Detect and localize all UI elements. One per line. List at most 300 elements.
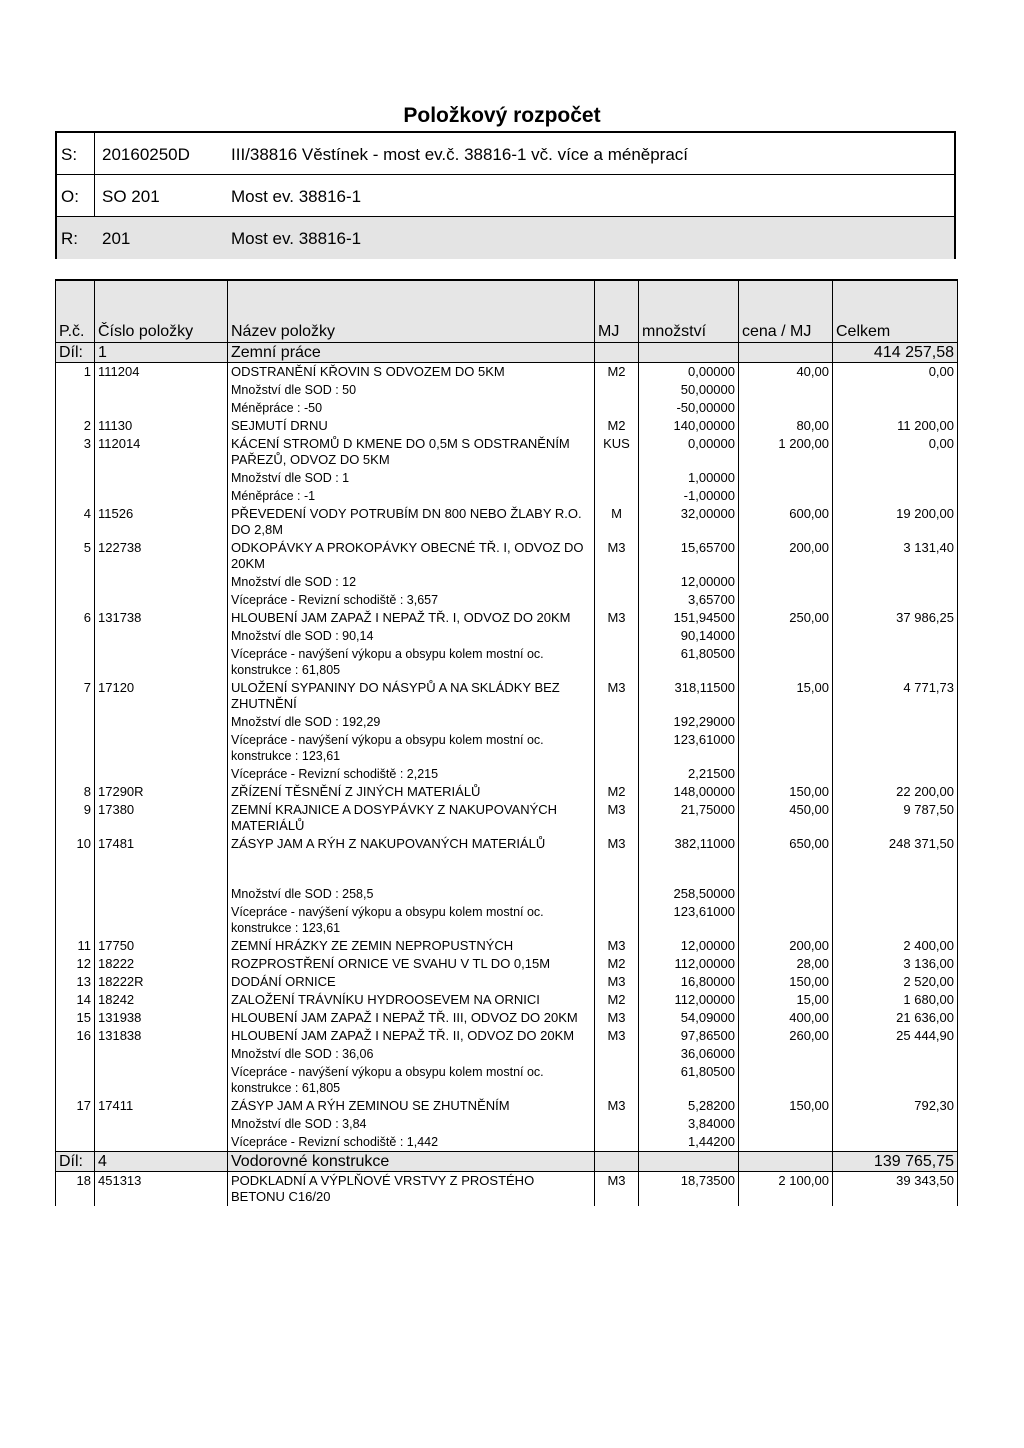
item-unit-price (739, 469, 833, 487)
item-unit: M2 (595, 955, 639, 973)
table-row (56, 679, 958, 713)
item-number: 14 (56, 991, 95, 1009)
section-label: Díl: (56, 343, 95, 363)
section-number: 1 (95, 343, 228, 363)
item-code: 17120 (95, 679, 228, 713)
item-total (833, 765, 958, 783)
item-total (833, 731, 958, 765)
item-unit-price (739, 381, 833, 399)
item-number: 4 (56, 505, 95, 539)
item-number (56, 645, 95, 679)
item-total (833, 903, 958, 937)
item-total (833, 1115, 958, 1133)
item-code (95, 591, 228, 609)
item-quantity: 382,11000 (639, 835, 739, 885)
item-name: ZALOŽENÍ TRÁVNÍKU HYDROOSEVEM NA ORNICI (228, 991, 595, 1009)
item-total: 1 680,00 (833, 991, 958, 1009)
item-number: 8 (56, 783, 95, 801)
item-unit: M (595, 505, 639, 539)
item-unit (595, 1133, 639, 1152)
table-row (56, 955, 958, 973)
item-total: 21 636,00 (833, 1009, 958, 1027)
item-quantity: -1,00000 (639, 487, 739, 505)
item-number: 3 (56, 435, 95, 469)
table-row (56, 1097, 958, 1115)
item-code: 11130 (95, 417, 228, 435)
items-table (55, 279, 958, 1206)
item-code: 112014 (95, 435, 228, 469)
item-unit-price (739, 591, 833, 609)
item-unit-price: 600,00 (739, 505, 833, 539)
item-quantity: 18,73500 (639, 1172, 739, 1207)
item-unit: M3 (595, 1009, 639, 1027)
item-quantity: 112,00000 (639, 955, 739, 973)
col-nazev-header: Název položky (228, 280, 595, 343)
item-unit-price: 650,00 (739, 835, 833, 885)
item-code (95, 1115, 228, 1133)
item-quantity: 54,09000 (639, 1009, 739, 1027)
quantity-note: Vícepráce - Revizní schodiště : 3,657 (228, 591, 595, 609)
item-number: 15 (56, 1009, 95, 1027)
item-unit-price: 15,00 (739, 679, 833, 713)
item-number (56, 469, 95, 487)
item-unit: M3 (595, 539, 639, 573)
page-title: Položkový rozpočet (403, 104, 601, 127)
item-code: 131738 (95, 609, 228, 627)
item-unit-price (739, 1063, 833, 1097)
item-number (56, 885, 95, 903)
table-row (56, 435, 958, 469)
col-celkem-header: Celkem (833, 280, 958, 343)
item-number: 9 (56, 801, 95, 835)
item-quantity: 123,61000 (639, 731, 739, 765)
item-total: 22 200,00 (833, 783, 958, 801)
quantity-detail-row (56, 381, 958, 399)
item-unit (595, 645, 639, 679)
item-total (833, 713, 958, 731)
quantity-note: Množství dle SOD : 192,29 (228, 713, 595, 731)
header-row-o (57, 175, 954, 217)
item-code (95, 1045, 228, 1063)
item-quantity: 3,65700 (639, 591, 739, 609)
item-unit-price (739, 765, 833, 783)
item-number (56, 1115, 95, 1133)
table-row (56, 801, 958, 835)
table-row (56, 991, 958, 1009)
item-quantity: 318,11500 (639, 679, 739, 713)
item-number: 11 (56, 937, 95, 955)
item-quantity: 151,94500 (639, 609, 739, 627)
section-number: 4 (95, 1152, 228, 1172)
item-quantity: 1,44200 (639, 1133, 739, 1152)
item-unit-price: 150,00 (739, 973, 833, 991)
table-row (56, 505, 958, 539)
quantity-detail-row (56, 399, 958, 417)
item-unit: M3 (595, 679, 639, 713)
table-row (56, 609, 958, 627)
table-body (56, 343, 958, 1207)
item-total: 4 771,73 (833, 679, 958, 713)
item-code: 17290R (95, 783, 228, 801)
item-total: 0,00 (833, 363, 958, 382)
item-code (95, 469, 228, 487)
item-name: ZÁSYP JAM A RÝH Z NAKUPOVANÝCH MATERIÁLŮ (228, 835, 595, 885)
item-quantity: 21,75000 (639, 801, 739, 835)
quantity-detail-row (56, 1133, 958, 1152)
item-number (56, 627, 95, 645)
item-quantity: 123,61000 (639, 903, 739, 937)
item-unit-price (739, 645, 833, 679)
item-total (833, 1045, 958, 1063)
item-name: ROZPROSTŘENÍ ORNICE VE SVAHU V TL DO 0,15M (228, 955, 595, 973)
section-row (56, 1152, 958, 1172)
item-name: SEJMUTÍ DRNU (228, 417, 595, 435)
item-quantity: 2,21500 (639, 765, 739, 783)
item-code: 18242 (95, 991, 228, 1009)
item-number: 7 (56, 679, 95, 713)
item-total (833, 1063, 958, 1097)
item-unit-price: 250,00 (739, 609, 833, 627)
item-unit (595, 903, 639, 937)
item-unit: M3 (595, 1027, 639, 1045)
section-name: Vodorovné konstrukce (228, 1152, 595, 1172)
header-code: 201 (102, 229, 131, 248)
quantity-detail-row (56, 627, 958, 645)
item-unit-price (739, 1133, 833, 1152)
section-row (56, 343, 958, 363)
item-code (95, 381, 228, 399)
item-quantity: 61,80500 (639, 1063, 739, 1097)
item-unit (595, 381, 639, 399)
item-unit: M3 (595, 801, 639, 835)
item-total: 11 200,00 (833, 417, 958, 435)
section-label: Díl: (56, 1152, 95, 1172)
quantity-detail-row (56, 469, 958, 487)
item-number (56, 381, 95, 399)
item-total: 3 136,00 (833, 955, 958, 973)
quantity-detail-row (56, 885, 958, 903)
item-unit-price (739, 731, 833, 765)
header-name: III/38816 Věstínek - most ev.č. 38816-1 vč. více a méněprací (231, 145, 689, 164)
quantity-detail-row (56, 1115, 958, 1133)
item-number (56, 399, 95, 417)
item-unit (595, 1045, 639, 1063)
item-name: HLOUBENÍ JAM ZAPAŽ I NEPAŽ TŘ. I, ODVOZ DO 20KM (228, 609, 595, 627)
table-row (56, 363, 958, 382)
header-code: SO 201 (102, 187, 160, 206)
quantity-detail-row (56, 903, 958, 937)
item-quantity: -50,00000 (639, 399, 739, 417)
section-total: 414 257,58 (833, 343, 958, 363)
item-total: 2 400,00 (833, 937, 958, 955)
item-name: DODÁNÍ ORNICE (228, 973, 595, 991)
header-name: Most ev. 38816-1 (231, 229, 362, 248)
item-number (56, 487, 95, 505)
item-unit-price (739, 1045, 833, 1063)
quantity-detail-row (56, 713, 958, 731)
item-number: 1 (56, 363, 95, 382)
item-unit: M3 (595, 1172, 639, 1207)
item-quantity: 61,80500 (639, 645, 739, 679)
item-code: 451313 (95, 1172, 228, 1207)
item-quantity: 0,00000 (639, 435, 739, 469)
item-code: 131938 (95, 1009, 228, 1027)
quantity-note: Vícepráce - navýšení výkopu a obsypu kolem mostní oc. konstrukce : 123,61 (228, 903, 595, 937)
item-code (95, 1133, 228, 1152)
item-code: 111204 (95, 363, 228, 382)
table-row (56, 1172, 958, 1207)
section-name: Zemní práce (228, 343, 595, 363)
item-total: 39 343,50 (833, 1172, 958, 1207)
quantity-note: Množství dle SOD : 36,06 (228, 1045, 595, 1063)
item-number: 12 (56, 955, 95, 973)
item-code (95, 573, 228, 591)
item-quantity: 50,00000 (639, 381, 739, 399)
item-unit (595, 731, 639, 765)
item-code (95, 399, 228, 417)
item-unit-price (739, 399, 833, 417)
item-unit: KUS (595, 435, 639, 469)
item-number (56, 731, 95, 765)
item-number: 16 (56, 1027, 95, 1045)
item-unit: M3 (595, 835, 639, 885)
quantity-note: Množství dle SOD : 258,5 (228, 885, 595, 903)
item-code: 131838 (95, 1027, 228, 1045)
item-unit-price (739, 627, 833, 645)
quantity-note: Množství dle SOD : 12 (228, 573, 595, 591)
item-quantity: 36,06000 (639, 1045, 739, 1063)
item-code (95, 713, 228, 731)
item-name: PŘEVEDENÍ VODY POTRUBÍM DN 800 NEBO ŽLABY R.O. DO 2,8M (228, 505, 595, 539)
item-name: KÁCENÍ STROMŮ D KMENE DO 0,5M S ODSTRANĚNÍM PAŘEZŮ, ODVOZ DO 5KM (228, 435, 595, 469)
item-unit-price: 80,00 (739, 417, 833, 435)
item-number (56, 765, 95, 783)
item-unit-price: 200,00 (739, 539, 833, 573)
item-unit: M2 (595, 363, 639, 382)
item-code (95, 1063, 228, 1097)
item-unit-price: 150,00 (739, 783, 833, 801)
header-label: O: (61, 187, 79, 206)
quantity-note: Méněpráce : -1 (228, 487, 595, 505)
col-mj-header: MJ (595, 280, 639, 343)
item-number: 13 (56, 973, 95, 991)
item-quantity: 90,14000 (639, 627, 739, 645)
item-unit-price (739, 487, 833, 505)
item-unit: M3 (595, 937, 639, 955)
item-number (56, 591, 95, 609)
quantity-note: Vícepráce - navýšení výkopu a obsypu kolem mostní oc. konstrukce : 123,61 (228, 731, 595, 765)
item-total: 0,00 (833, 435, 958, 469)
quantity-note: Množství dle SOD : 1 (228, 469, 595, 487)
item-number (56, 713, 95, 731)
item-name: ZÁSYP JAM A RÝH ZEMINOU SE ZHUTNĚNÍM (228, 1097, 595, 1115)
item-total (833, 885, 958, 903)
item-total: 19 200,00 (833, 505, 958, 539)
item-quantity: 12,00000 (639, 573, 739, 591)
item-quantity: 16,80000 (639, 973, 739, 991)
section-total: 139 765,75 (833, 1152, 958, 1172)
item-total: 9 787,50 (833, 801, 958, 835)
item-total (833, 1133, 958, 1152)
item-unit-price (739, 573, 833, 591)
item-quantity: 12,00000 (639, 937, 739, 955)
item-code (95, 627, 228, 645)
item-number: 10 (56, 835, 95, 885)
table-row (56, 973, 958, 991)
col-cena-header: cena / MJ (739, 280, 833, 343)
item-unit-price: 2 100,00 (739, 1172, 833, 1207)
table-row (56, 783, 958, 801)
col-mnozstvi-header: množství (639, 280, 739, 343)
item-total (833, 627, 958, 645)
item-unit (595, 1115, 639, 1133)
item-unit (595, 399, 639, 417)
table-row (56, 417, 958, 435)
empty-cell (739, 343, 833, 363)
item-code: 17750 (95, 937, 228, 955)
empty-cell (595, 1152, 639, 1172)
table-row (56, 835, 958, 885)
empty-cell (639, 1152, 739, 1172)
quantity-note: Vícepráce - Revizní schodiště : 2,215 (228, 765, 595, 783)
item-number: 17 (56, 1097, 95, 1115)
item-unit-price: 200,00 (739, 937, 833, 955)
item-unit-price (739, 713, 833, 731)
item-quantity: 5,28200 (639, 1097, 739, 1115)
item-total: 25 444,90 (833, 1027, 958, 1045)
empty-cell (595, 343, 639, 363)
item-code: 11526 (95, 505, 228, 539)
empty-cell (639, 343, 739, 363)
item-quantity: 112,00000 (639, 991, 739, 1009)
item-code (95, 731, 228, 765)
item-quantity: 32,00000 (639, 505, 739, 539)
item-quantity: 97,86500 (639, 1027, 739, 1045)
item-unit: M2 (595, 783, 639, 801)
item-code (95, 903, 228, 937)
item-number: 5 (56, 539, 95, 573)
quantity-detail-row (56, 765, 958, 783)
item-total (833, 573, 958, 591)
item-name: ODSTRANĚNÍ KŘOVIN S ODVOZEM DO 5KM (228, 363, 595, 382)
item-unit: M2 (595, 417, 639, 435)
item-total (833, 381, 958, 399)
quantity-detail-row (56, 591, 958, 609)
header-row-r (57, 217, 954, 259)
item-unit (595, 885, 639, 903)
item-name: PODKLADNÍ A VÝPLŇOVÉ VRSTVY Z PROSTÉHO BETONU C16/20 (228, 1172, 595, 1207)
item-unit-price: 15,00 (739, 991, 833, 1009)
item-number (56, 1063, 95, 1097)
item-unit-price: 260,00 (739, 1027, 833, 1045)
item-total: 792,30 (833, 1097, 958, 1115)
item-quantity: 3,84000 (639, 1115, 739, 1133)
col-cislo-header: Číslo položky (95, 280, 228, 343)
quantity-detail-row (56, 487, 958, 505)
item-name: ODKOPÁVKY A PROKOPÁVKY OBECNÉ TŘ. I, ODVOZ DO 20KM (228, 539, 595, 573)
item-code (95, 885, 228, 903)
item-code (95, 645, 228, 679)
quantity-note: Méněpráce : -50 (228, 399, 595, 417)
item-unit (595, 573, 639, 591)
item-number (56, 903, 95, 937)
table-header-row (56, 280, 958, 343)
item-unit (595, 469, 639, 487)
quantity-note: Vícepráce - navýšení výkopu a obsypu kolem mostní oc. konstrukce : 61,805 (228, 645, 595, 679)
item-name: HLOUBENÍ JAM ZAPAŽ I NEPAŽ TŘ. III, ODVOZ DO 20KM (228, 1009, 595, 1027)
item-unit-price (739, 903, 833, 937)
item-number (56, 1045, 95, 1063)
item-name: ZEMNÍ KRAJNICE A DOSYPÁVKY Z NAKUPOVANÝCH MATERIÁLŮ (228, 801, 595, 835)
item-unit-price: 450,00 (739, 801, 833, 835)
item-unit-price: 1 200,00 (739, 435, 833, 469)
item-code: 17380 (95, 801, 228, 835)
header-name: Most ev. 38816-1 (231, 187, 362, 206)
quantity-note: Množství dle SOD : 90,14 (228, 627, 595, 645)
item-unit (595, 765, 639, 783)
item-quantity: 192,29000 (639, 713, 739, 731)
item-total (833, 645, 958, 679)
empty-cell (739, 1152, 833, 1172)
item-quantity: 0,00000 (639, 363, 739, 382)
item-unit (595, 1063, 639, 1097)
item-code: 18222 (95, 955, 228, 973)
item-unit (595, 713, 639, 731)
item-unit (595, 627, 639, 645)
item-code (95, 765, 228, 783)
item-name: ZŘÍZENÍ TĚSNĚNÍ Z JINÝCH MATERIÁLŮ (228, 783, 595, 801)
item-quantity: 140,00000 (639, 417, 739, 435)
item-unit-price: 40,00 (739, 363, 833, 382)
item-number: 18 (56, 1172, 95, 1207)
item-number (56, 1133, 95, 1152)
header-code: 20160250D (102, 145, 190, 164)
item-name: ULOŽENÍ SYPANINY DO NÁSYPŮ A NA SKLÁDKY BEZ ZHUTNĚNÍ (228, 679, 595, 713)
item-unit-price (739, 1115, 833, 1133)
item-total (833, 399, 958, 417)
item-total (833, 591, 958, 609)
item-code: 17481 (95, 835, 228, 885)
item-unit: M3 (595, 973, 639, 991)
quantity-note: Množství dle SOD : 3,84 (228, 1115, 595, 1133)
item-name: ZEMNÍ HRÁZKY ZE ZEMIN NEPROPUSTNÝCH (228, 937, 595, 955)
item-quantity: 15,65700 (639, 539, 739, 573)
item-quantity: 148,00000 (639, 783, 739, 801)
item-code: 122738 (95, 539, 228, 573)
item-total: 3 131,40 (833, 539, 958, 573)
item-total (833, 469, 958, 487)
header-label: R: (61, 229, 78, 248)
item-unit (595, 487, 639, 505)
item-total (833, 487, 958, 505)
quantity-note: Vícepráce - Revizní schodiště : 1,442 (228, 1133, 595, 1152)
item-quantity: 1,00000 (639, 469, 739, 487)
table-row (56, 937, 958, 955)
quantity-detail-row (56, 645, 958, 679)
quantity-detail-row (56, 1045, 958, 1063)
table-row (56, 1027, 958, 1045)
quantity-detail-row (56, 573, 958, 591)
item-quantity: 258,50000 (639, 885, 739, 903)
quantity-note: Množství dle SOD : 50 (228, 381, 595, 399)
item-unit (595, 591, 639, 609)
header-row-s (57, 133, 954, 175)
item-code (95, 487, 228, 505)
item-unit-price (739, 885, 833, 903)
item-number: 2 (56, 417, 95, 435)
item-unit-price: 28,00 (739, 955, 833, 973)
quantity-note: Vícepráce - navýšení výkopu a obsypu kolem mostní oc. konstrukce : 61,805 (228, 1063, 595, 1097)
